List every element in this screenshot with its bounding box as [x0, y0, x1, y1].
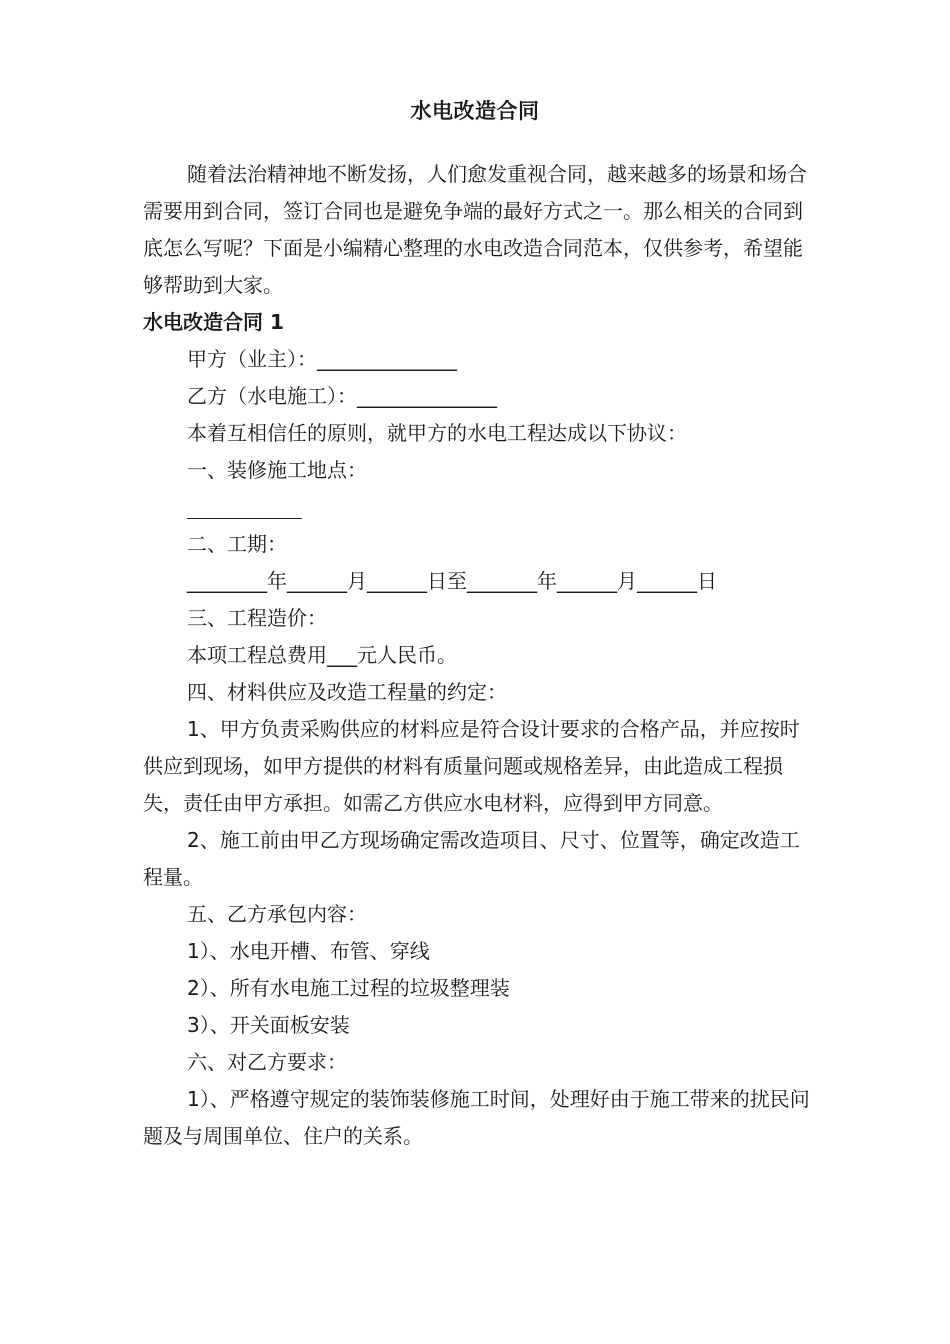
agreement-statement: 本着互相信任的原则，就甲方的水电工程达成以下协议： — [187, 421, 687, 445]
clause5-title: 五、乙方承包内容： — [187, 902, 367, 926]
clause4-item1: 1、甲方负责采购供应的材料应是符合设计要求的合格产品，并应按时供应到现场，如甲方提供的材料有质量问题或规格差异，由此造成工程损失，责任由甲方承担。如需乙方供应水电材料，应得到甲方同意。 — [143, 717, 800, 815]
blank-underline — [187, 518, 302, 519]
clause3-title: 三、工程造价： — [187, 606, 327, 630]
clause6-title: 六、对乙方要求： — [187, 1050, 347, 1074]
clause6-item1: 1）、严格遵守规定的装饰装修施工时间，处理好由于施工带来的扰民问题及与周围单位、住户的关系。 — [143, 1087, 810, 1148]
clause5-item1: 1）、水电开槽、布管、穿线 — [187, 939, 430, 963]
section-heading: 水电改造合同 1 — [143, 310, 284, 334]
clause4-item2: 2、施工前由甲乙方现场确定需改造项目、尺寸、位置等，确定改造工程量。 — [143, 828, 800, 889]
clause2-title: 二、工期： — [187, 532, 287, 556]
party-a-line: 甲方（业主）：______________ — [187, 347, 457, 371]
clause2-dates: ________年______月______日至_______年______月______日 — [187, 569, 717, 593]
location-blank-line — [143, 489, 815, 526]
document-body — [143, 156, 815, 1155]
clause5-item2: 2）、所有水电施工过程的垃圾整理装 — [187, 976, 510, 1000]
party-b-line: 乙方（水电施工）：______________ — [187, 384, 497, 408]
clause5-item3: 3）、开关面板安装 — [187, 1013, 350, 1037]
clause1-title: 一、装修施工地点： — [187, 458, 367, 482]
intro-paragraph: 随着法治精神地不断发扬，人们愈发重视合同，越来越多的场景和场合需要用到合同，签订合同也是避免争端的最好方式之一。那么相关的合同到底怎么写呢？下面是小编精心整理的水电改造合同范本，仅供参考，希望能够帮助到大家。 — [143, 162, 807, 297]
clause4-title: 四、材料供应及改造工程量的约定： — [187, 680, 507, 704]
clause3-text: 本项工程总费用___元人民币。 — [187, 643, 457, 667]
document-title: 水电改造合同 — [410, 99, 540, 123]
